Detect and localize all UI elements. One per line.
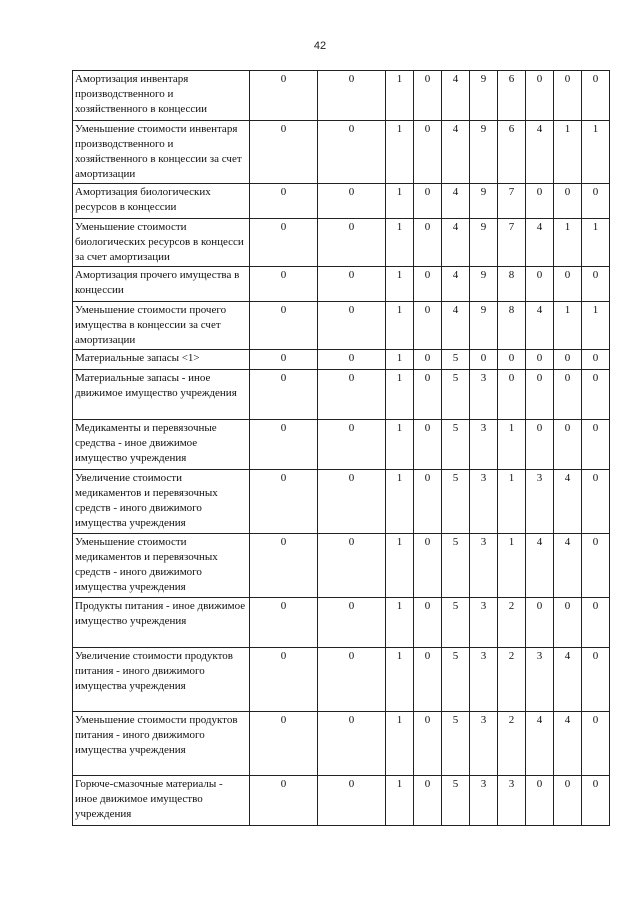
code-digit-7: 8: [498, 302, 526, 350]
code-digit-3: 1: [386, 219, 414, 267]
code-digit-8: 0: [526, 350, 554, 370]
code-digit-9: 1: [554, 121, 582, 184]
row-label: Амортизация инвентаря производственного и хозяйственного в концессии: [73, 71, 250, 121]
code-digit-8: 3: [526, 470, 554, 534]
code-digit-10: 1: [582, 219, 610, 267]
code-digit-10: 0: [582, 420, 610, 470]
code-digit-10: 0: [582, 184, 610, 219]
table-row: [73, 71, 610, 121]
code-digit-6: 3: [470, 470, 498, 534]
code-digit-2: 0: [318, 776, 386, 826]
code-digit-4: 0: [414, 648, 442, 712]
code-digit-4: 0: [414, 350, 442, 370]
code-digit-3: 1: [386, 420, 414, 470]
code-digit-10: 0: [582, 71, 610, 121]
code-digit-6: 9: [470, 121, 498, 184]
code-digit-6: 3: [470, 648, 498, 712]
code-digit-7: 7: [498, 219, 526, 267]
code-digit-2: 0: [318, 71, 386, 121]
code-digit-5: 5: [442, 648, 470, 712]
code-digit-8: 0: [526, 184, 554, 219]
row-label: Амортизация биологических ресурсов в концессии: [73, 184, 250, 219]
code-digit-2: 0: [318, 470, 386, 534]
code-digit-8: 4: [526, 121, 554, 184]
code-digit-1: 0: [250, 267, 318, 302]
code-digit-4: 0: [414, 302, 442, 350]
code-digit-1: 0: [250, 121, 318, 184]
code-digit-1: 0: [250, 470, 318, 534]
code-digit-3: 1: [386, 184, 414, 219]
code-digit-5: 5: [442, 420, 470, 470]
row-label: Уменьшение стоимости биологических ресурсов в концесси за счет амортизации: [73, 219, 250, 267]
code-digit-6: 9: [470, 219, 498, 267]
code-digit-1: 0: [250, 712, 318, 776]
table-row: [73, 184, 610, 219]
code-digit-7: 2: [498, 712, 526, 776]
table-row: [73, 267, 610, 302]
code-digit-10: 0: [582, 267, 610, 302]
code-digit-2: 0: [318, 302, 386, 350]
code-digit-3: 1: [386, 776, 414, 826]
code-digit-9: 4: [554, 712, 582, 776]
code-digit-4: 0: [414, 534, 442, 598]
code-digit-4: 0: [414, 370, 442, 420]
row-label: Амортизация прочего имущества в концессии: [73, 267, 250, 302]
code-digit-5: 5: [442, 598, 470, 648]
code-digit-5: 5: [442, 712, 470, 776]
code-digit-1: 0: [250, 776, 318, 826]
code-digit-8: 0: [526, 71, 554, 121]
code-digit-3: 1: [386, 71, 414, 121]
code-digit-3: 1: [386, 370, 414, 420]
row-label: Уменьшение стоимости медикаментов и перевязочных средств - иного движимого имущества учреждения: [73, 534, 250, 598]
code-digit-2: 0: [318, 534, 386, 598]
code-digit-6: 9: [470, 302, 498, 350]
code-digit-7: 8: [498, 267, 526, 302]
table-row: [73, 370, 610, 420]
code-digit-5: 5: [442, 350, 470, 370]
code-digit-1: 0: [250, 420, 318, 470]
table-body: [73, 71, 610, 826]
code-digit-9: 0: [554, 370, 582, 420]
code-digit-4: 0: [414, 267, 442, 302]
code-digit-6: 3: [470, 420, 498, 470]
code-digit-7: 3: [498, 776, 526, 826]
code-digit-4: 0: [414, 121, 442, 184]
code-digit-9: 0: [554, 598, 582, 648]
code-digit-2: 0: [318, 121, 386, 184]
code-digit-10: 0: [582, 598, 610, 648]
table-row: [73, 534, 610, 598]
code-digit-2: 0: [318, 219, 386, 267]
code-digit-6: 0: [470, 350, 498, 370]
code-digit-8: 0: [526, 420, 554, 470]
code-digit-7: 1: [498, 420, 526, 470]
code-digit-10: 0: [582, 776, 610, 826]
code-digit-4: 0: [414, 420, 442, 470]
table-row: [73, 350, 610, 370]
code-digit-3: 1: [386, 712, 414, 776]
code-digit-9: 0: [554, 267, 582, 302]
code-digit-2: 0: [318, 370, 386, 420]
table-row: [73, 420, 610, 470]
code-digit-1: 0: [250, 219, 318, 267]
code-digit-2: 0: [318, 350, 386, 370]
row-label: Медикаменты и перевязочные средства - иное движимое имущество учреждения: [73, 420, 250, 470]
page-number: 42: [313, 40, 327, 52]
row-label: Увеличение стоимости медикаментов и перевязочных средств - иного движимого имущества учреждения: [73, 470, 250, 534]
code-digit-2: 0: [318, 267, 386, 302]
code-digit-1: 0: [250, 598, 318, 648]
code-digit-4: 0: [414, 712, 442, 776]
row-label: Уменьшение стоимости продуктов питания - иного движимого имущества учреждения: [73, 712, 250, 776]
code-digit-10: 0: [582, 534, 610, 598]
code-digit-2: 0: [318, 420, 386, 470]
code-digit-3: 1: [386, 121, 414, 184]
code-digit-6: 3: [470, 534, 498, 598]
code-digit-9: 1: [554, 302, 582, 350]
table-row: [73, 776, 610, 826]
code-digit-6: 3: [470, 776, 498, 826]
code-digit-8: 4: [526, 302, 554, 350]
code-digit-6: 3: [470, 370, 498, 420]
code-digit-7: 6: [498, 121, 526, 184]
code-digit-10: 1: [582, 302, 610, 350]
code-digit-10: 0: [582, 470, 610, 534]
code-digit-5: 4: [442, 267, 470, 302]
row-label: Уменьшение стоимости прочего имущества в концессии за счет амортизации: [73, 302, 250, 350]
code-digit-6: 3: [470, 712, 498, 776]
code-digit-10: 0: [582, 350, 610, 370]
code-digit-9: 0: [554, 71, 582, 121]
code-digit-2: 0: [318, 712, 386, 776]
row-label: Горюче-смазочные материалы - иное движимое имущество учреждения: [73, 776, 250, 826]
code-digit-8: 4: [526, 712, 554, 776]
code-digit-7: 7: [498, 184, 526, 219]
table-row: [73, 598, 610, 648]
code-digit-8: 4: [526, 219, 554, 267]
code-digit-1: 0: [250, 184, 318, 219]
code-digit-2: 0: [318, 598, 386, 648]
code-digit-9: 1: [554, 219, 582, 267]
table-row: [73, 470, 610, 534]
code-digit-5: 4: [442, 302, 470, 350]
code-digit-6: 9: [470, 184, 498, 219]
code-digit-10: 1: [582, 121, 610, 184]
table-row: [73, 712, 610, 776]
code-digit-8: 0: [526, 370, 554, 420]
code-digit-3: 1: [386, 470, 414, 534]
code-digit-4: 0: [414, 776, 442, 826]
code-digit-2: 0: [318, 184, 386, 219]
code-digit-4: 0: [414, 470, 442, 534]
code-digit-8: 3: [526, 648, 554, 712]
table-row: [73, 302, 610, 350]
code-digit-5: 4: [442, 121, 470, 184]
account-codes-table: [72, 70, 610, 826]
code-digit-10: 0: [582, 712, 610, 776]
code-digit-9: 4: [554, 648, 582, 712]
code-digit-1: 0: [250, 534, 318, 598]
code-digit-5: 4: [442, 184, 470, 219]
code-digit-9: 0: [554, 420, 582, 470]
code-digit-5: 5: [442, 370, 470, 420]
code-digit-1: 0: [250, 71, 318, 121]
code-digit-7: 1: [498, 470, 526, 534]
code-digit-9: 0: [554, 350, 582, 370]
code-digit-5: 5: [442, 534, 470, 598]
row-label: Материальные запасы <1>: [73, 350, 250, 370]
code-digit-10: 0: [582, 370, 610, 420]
code-digit-3: 1: [386, 350, 414, 370]
code-digit-9: 4: [554, 534, 582, 598]
code-digit-9: 0: [554, 184, 582, 219]
code-digit-1: 0: [250, 370, 318, 420]
code-digit-9: 4: [554, 470, 582, 534]
code-digit-2: 0: [318, 648, 386, 712]
code-digit-3: 1: [386, 648, 414, 712]
code-digit-7: 2: [498, 648, 526, 712]
row-label: Продукты питания - иное движимое имущество учреждения: [73, 598, 250, 648]
code-digit-10: 0: [582, 648, 610, 712]
code-digit-7: 2: [498, 598, 526, 648]
code-digit-8: 4: [526, 534, 554, 598]
code-digit-4: 0: [414, 71, 442, 121]
code-digit-7: 1: [498, 534, 526, 598]
code-digit-5: 5: [442, 470, 470, 534]
code-digit-3: 1: [386, 267, 414, 302]
code-digit-7: 6: [498, 71, 526, 121]
table-row: [73, 219, 610, 267]
table-row: [73, 121, 610, 184]
code-digit-9: 0: [554, 776, 582, 826]
code-digit-6: 9: [470, 71, 498, 121]
code-digit-8: 0: [526, 598, 554, 648]
code-digit-6: 3: [470, 598, 498, 648]
code-digit-8: 0: [526, 267, 554, 302]
code-digit-6: 9: [470, 267, 498, 302]
row-label: Материальные запасы - иное движимое имущество учреждения: [73, 370, 250, 420]
code-digit-7: 0: [498, 350, 526, 370]
table-row: [73, 648, 610, 712]
code-digit-1: 0: [250, 350, 318, 370]
code-digit-4: 0: [414, 184, 442, 219]
code-digit-1: 0: [250, 648, 318, 712]
row-label: Увеличение стоимости продуктов питания - иного движимого имущества учреждения: [73, 648, 250, 712]
code-digit-4: 0: [414, 598, 442, 648]
code-digit-4: 0: [414, 219, 442, 267]
code-digit-5: 4: [442, 71, 470, 121]
code-digit-5: 4: [442, 219, 470, 267]
code-digit-7: 0: [498, 370, 526, 420]
code-digit-3: 1: [386, 534, 414, 598]
code-digit-1: 0: [250, 302, 318, 350]
code-digit-8: 0: [526, 776, 554, 826]
code-digit-5: 5: [442, 776, 470, 826]
code-digit-3: 1: [386, 302, 414, 350]
code-digit-3: 1: [386, 598, 414, 648]
row-label: Уменьшение стоимости инвентаря производственного и хозяйственного в концессии за счет амортизации: [73, 121, 250, 184]
